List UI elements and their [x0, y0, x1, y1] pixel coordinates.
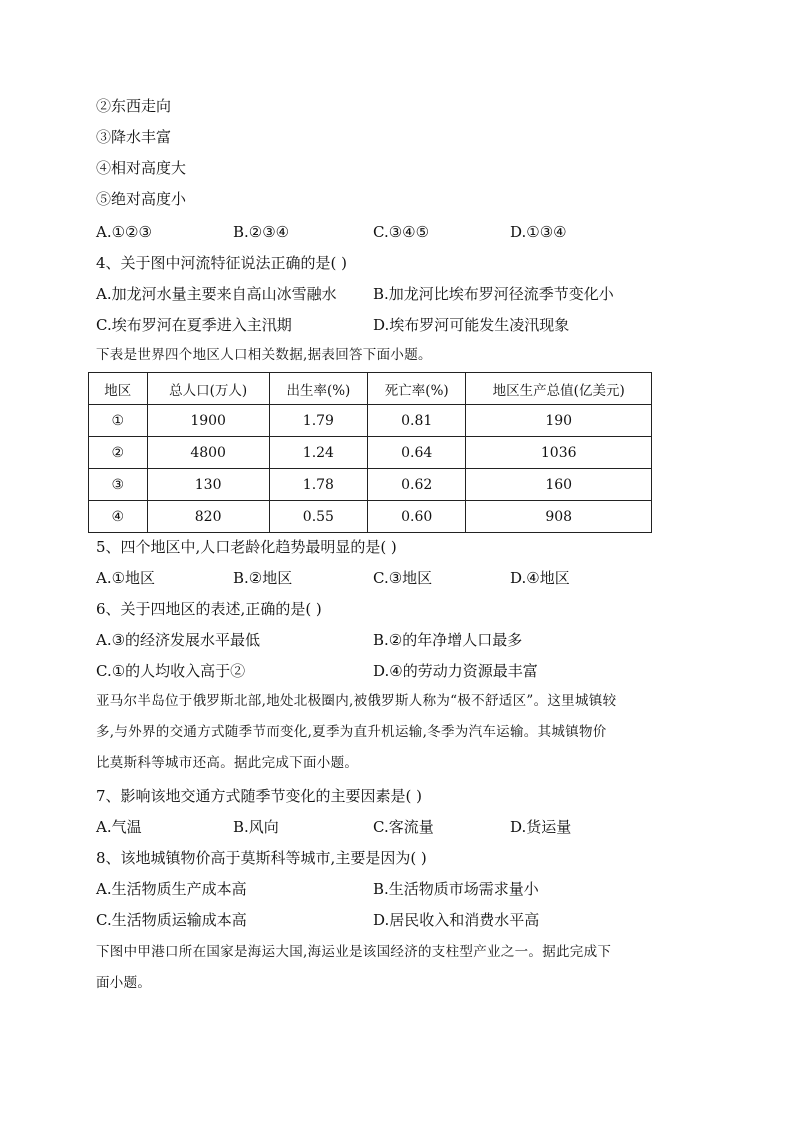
q5-stem: 5、四个地区中,人口老龄化趋势最明显的是( ) [96, 538, 397, 556]
header-region: 地区 [89, 373, 148, 405]
statement-4: ④相对高度大 [96, 159, 187, 177]
cell-death-rate: 0.64 [368, 437, 466, 469]
cell-death-rate: 0.62 [368, 469, 466, 501]
table-intro: 下表是世界四个地区人口相关数据,据表回答下面小题。 [96, 347, 432, 363]
table-row [89, 501, 652, 533]
q8-option-a[interactable]: A.生活物质生产成本高 [96, 880, 247, 898]
cell-gdp: 908 [466, 501, 652, 533]
passage-line: 面小题。 [96, 975, 152, 991]
q5-option-c[interactable]: C.③地区 [373, 569, 433, 587]
cell-gdp: 1036 [466, 437, 652, 469]
header-gdp: 地区生产总值(亿美元) [466, 373, 652, 405]
cell-death-rate: 0.81 [368, 405, 466, 437]
cell-birth-rate: 0.55 [269, 501, 367, 533]
statement-3: ③降水丰富 [96, 128, 172, 146]
q4-option-c[interactable]: C.埃布罗河在夏季进入主汛期 [96, 316, 292, 334]
table-row [89, 405, 652, 437]
q6-option-d[interactable]: D.④的劳动力资源最丰富 [373, 662, 538, 680]
q3-option-b[interactable]: B.②③④ [233, 223, 290, 241]
cell-region: ② [89, 437, 148, 469]
passage-line: 比莫斯科等城市还高。据此完成下面小题。 [96, 755, 359, 771]
q8-option-c[interactable]: C.生活物质运输成本高 [96, 911, 247, 929]
q3-option-c[interactable]: C.③④⑤ [373, 223, 430, 241]
passage-line: 多,与外界的交通方式随季节而变化,夏季为直升机运输,冬季为汽车运输。其城镇物价 [96, 724, 607, 740]
cell-birth-rate: 1.24 [269, 437, 367, 469]
cell-region: ① [89, 405, 148, 437]
cell-population: 1900 [147, 405, 269, 437]
cell-region: ④ [89, 501, 148, 533]
q7-option-a[interactable]: A.气温 [96, 818, 142, 836]
passage-line: 亚马尔半岛位于俄罗斯北部,地处北极圈内,被俄罗斯人称为“极不舒适区”。这里城镇较 [96, 693, 617, 709]
q8-option-d[interactable]: D.居民收入和消费水平高 [373, 911, 540, 929]
q5-option-d[interactable]: D.④地区 [510, 569, 570, 587]
cell-region: ③ [89, 469, 148, 501]
cell-birth-rate: 1.79 [269, 405, 367, 437]
q6-stem: 6、关于四地区的表述,正确的是( ) [96, 600, 322, 618]
cell-gdp: 160 [466, 469, 652, 501]
cell-birth-rate: 1.78 [269, 469, 367, 501]
q5-option-b[interactable]: B.②地区 [233, 569, 293, 587]
population-table [88, 372, 652, 533]
table-row [89, 469, 652, 501]
statement-5: ⑤绝对高度小 [96, 190, 187, 208]
q3-option-a[interactable]: A.①②③ [96, 223, 152, 241]
q6-option-b[interactable]: B.②的年净增人口最多 [373, 631, 523, 649]
header-population: 总人口(万人) [147, 373, 269, 405]
table-row [89, 437, 652, 469]
q8-option-b[interactable]: B.生活物质市场需求量小 [373, 880, 539, 898]
q3-option-d[interactable]: D.①③④ [510, 223, 567, 241]
statement-2: ②东西走向 [96, 97, 172, 115]
table-header-row [89, 373, 652, 405]
header-death-rate: 死亡率(%) [368, 373, 466, 405]
q8-stem: 8、该地城镇物价高于莫斯科等城市,主要是因为( ) [96, 849, 427, 867]
q6-option-a[interactable]: A.③的经济发展水平最低 [96, 631, 261, 649]
cell-gdp: 190 [466, 405, 652, 437]
q7-option-b[interactable]: B.风向 [233, 818, 279, 836]
q7-option-d[interactable]: D.货运量 [510, 818, 572, 836]
q7-stem: 7、影响该地交通方式随季节变化的主要因素是( ) [96, 787, 423, 805]
cell-population: 4800 [147, 437, 269, 469]
q5-option-a[interactable]: A.①地区 [96, 569, 156, 587]
header-birth-rate: 出生率(%) [269, 373, 367, 405]
q4-stem: 4、关于图中河流特征说法正确的是( ) [96, 254, 348, 272]
q7-option-c[interactable]: C.客流量 [373, 818, 434, 836]
q4-option-d[interactable]: D.埃布罗河可能发生凌汛现象 [373, 316, 570, 334]
cell-population: 820 [147, 501, 269, 533]
cell-population: 130 [147, 469, 269, 501]
q6-option-c[interactable]: C.①的人均收入高于② [96, 662, 246, 680]
q4-option-b[interactable]: B.加龙河比埃布罗河径流季节变化小 [373, 285, 614, 303]
q4-option-a[interactable]: A.加龙河水量主要来自高山冰雪融水 [96, 285, 337, 303]
cell-death-rate: 0.60 [368, 501, 466, 533]
passage-line: 下图中甲港口所在国家是海运大国,海运业是该国经济的支柱型产业之一。据此完成下 [96, 944, 612, 960]
